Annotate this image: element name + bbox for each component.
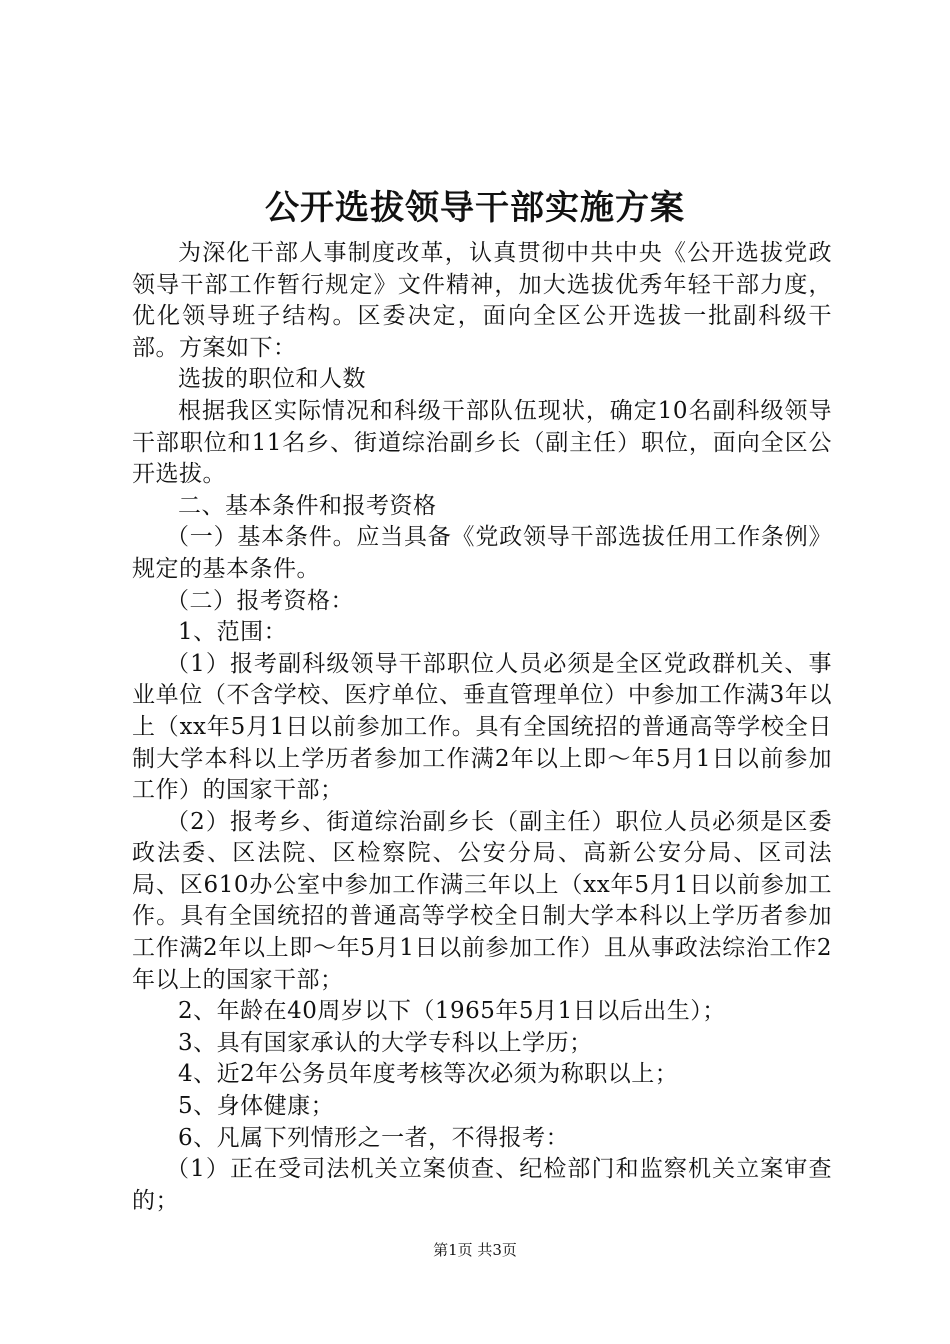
qualifications-heading: （二）报考资格： [166, 587, 354, 614]
document-title: 公开选拔领导干部实施方案 [265, 188, 685, 228]
page-footer: 第1页 共3页 [433, 1241, 517, 1259]
health-requirement: 5、身体健康； [178, 1093, 335, 1120]
exclusion-item-1: （1）正在受司法机关立案侦查、纪检部门和监察机关立案审查的； [132, 1156, 832, 1214]
scope-heading: 1、范围： [178, 619, 288, 646]
scope-item-1: （1）报考副科级领导干部职位人员必须是全区党政群机关、事业单位（不含学校、医疗单位、垂直管理单位）中参加工作满3年以上（xx年5月1日以前参加工作。具有全国统招的普通高等学校全日制大学本科以上学历者参加工作满2年以上即～年5月1日以前参加工作）的国家干部； [132, 650, 832, 804]
age-requirement: 2、年龄在40周岁以下（1965年5月1日以后出生）； [178, 998, 726, 1025]
assessment-requirement: 4、近2年公务员年度考核等次必须为称职以上； [178, 1061, 679, 1088]
section-heading-conditions: 二、基本条件和报考资格 [178, 492, 437, 519]
basic-conditions-paragraph: （一）基本条件。应当具备《党政领导干部选拔任用工作条例》规定的基本条件。 [132, 524, 832, 582]
intro-paragraph: 为深化干部人事制度改革，认真贯彻中共中央《公开选拔党政领导干部工作暂行规定》文件精神，加大选拔优秀年轻干部力度，优化领导班子结构。区委决定，面向全区公开选拔一批副科级干部。方案如下： [132, 240, 832, 361]
positions-paragraph: 根据我区实际情况和科级干部队伍现状，确定10名副科级领导干部职位和11名乡、街道综治副乡长（副主任）职位，面向全区公开选拔。 [132, 397, 832, 488]
exclusion-heading: 6、凡属下列情形之一者，不得报考： [178, 1124, 570, 1151]
scope-item-2: （2）报考乡、街道综治副乡长（副主任）职位人员必须是区委政法委、区法院、区检察院、公安分局、高新公安分局、区司法局、区610办公室中参加工作满三年以上（xx年5月1日以前参加工作。具有全国统招的普通高等学校全日制大学本科以上学历者参加工作满2年以上即～年5月1日以前参加工作）且从事政法综治工作2年以上的国家干部； [132, 808, 832, 993]
document-body [132, 238, 832, 1217]
section-heading-positions: 选拔的职位和人数 [178, 366, 366, 393]
education-requirement: 3、具有国家承认的大学专科以上学历； [178, 1029, 593, 1056]
